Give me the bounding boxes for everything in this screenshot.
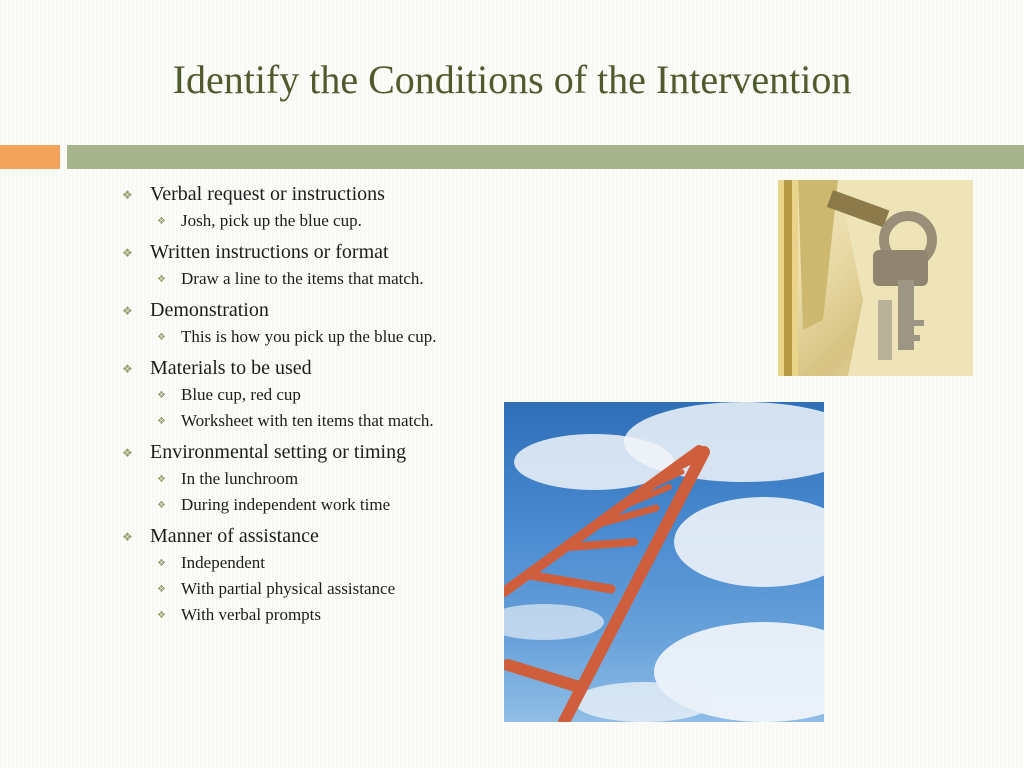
keys-in-lock-photo bbox=[778, 180, 973, 376]
sub-bullet-text: With verbal prompts bbox=[181, 605, 322, 624]
diamond-bullet-icon: ❖ bbox=[122, 530, 133, 544]
diamond-bullet-icon: ❖ bbox=[157, 390, 166, 401]
diamond-bullet-icon: ❖ bbox=[157, 474, 166, 485]
sub-bullet-item bbox=[120, 384, 520, 406]
diamond-bullet-icon: ❖ bbox=[157, 558, 166, 569]
sub-bullet-item bbox=[120, 268, 520, 290]
bullet-list bbox=[120, 180, 520, 626]
sub-bullet-item bbox=[120, 494, 520, 516]
bullet-item bbox=[120, 440, 520, 464]
sub-bullet-text: Worksheet with ten items that match. bbox=[181, 411, 434, 430]
bullet-item bbox=[120, 240, 520, 264]
sub-bullet-item bbox=[120, 210, 520, 232]
bullet-item bbox=[120, 356, 520, 380]
bullet-item bbox=[120, 298, 520, 322]
slide-title: Identify the Conditions of the Intervention bbox=[172, 57, 852, 102]
bullet-text: Written instructions or format bbox=[150, 241, 389, 263]
diamond-bullet-icon: ❖ bbox=[157, 274, 166, 285]
diamond-bullet-icon: ❖ bbox=[122, 446, 133, 460]
diamond-bullet-icon: ❖ bbox=[157, 216, 166, 227]
bullet-text: Manner of assistance bbox=[150, 525, 319, 547]
bullet-text: Verbal request or instructions bbox=[150, 183, 385, 205]
title-bar-orange bbox=[0, 145, 60, 169]
diamond-bullet-icon: ❖ bbox=[157, 584, 166, 595]
bullet-item bbox=[120, 182, 520, 206]
bullet-text: Environmental setting or timing bbox=[150, 441, 407, 463]
sub-bullet-item bbox=[120, 604, 520, 626]
sub-bullet-item bbox=[120, 326, 520, 348]
diamond-bullet-icon: ❖ bbox=[157, 610, 166, 621]
diamond-bullet-icon: ❖ bbox=[122, 304, 133, 318]
diamond-bullet-icon: ❖ bbox=[122, 246, 133, 260]
sub-bullet-text: Draw a line to the items that match. bbox=[181, 269, 424, 288]
sub-bullet-text: With partial physical assistance bbox=[181, 579, 396, 598]
diamond-bullet-icon: ❖ bbox=[122, 188, 133, 202]
title-bar-green bbox=[67, 145, 1024, 169]
sub-bullet-text: During independent work time bbox=[181, 495, 391, 514]
bullet-text: Materials to be used bbox=[150, 357, 312, 379]
bullet-item bbox=[120, 524, 520, 548]
sub-bullet-item bbox=[120, 552, 520, 574]
diamond-bullet-icon: ❖ bbox=[157, 500, 166, 511]
sub-bullet-text: Blue cup, red cup bbox=[181, 385, 301, 404]
sub-bullet-item bbox=[120, 410, 520, 432]
bullet-text: Demonstration bbox=[150, 299, 269, 321]
ladder-to-sky-photo bbox=[504, 402, 824, 722]
sub-bullet-item bbox=[120, 468, 520, 490]
sub-bullet-text: This is how you pick up the blue cup. bbox=[181, 327, 437, 346]
sub-bullet-item bbox=[120, 578, 520, 600]
sub-bullet-text: Josh, pick up the blue cup. bbox=[181, 211, 362, 230]
keys-illustration bbox=[778, 180, 973, 376]
sub-bullet-text: In the lunchroom bbox=[181, 469, 299, 488]
diamond-bullet-icon: ❖ bbox=[157, 416, 166, 427]
ladder-illustration bbox=[504, 402, 824, 722]
sub-bullet-text: Independent bbox=[181, 553, 266, 572]
diamond-bullet-icon: ❖ bbox=[122, 362, 133, 376]
diamond-bullet-icon: ❖ bbox=[157, 332, 166, 343]
